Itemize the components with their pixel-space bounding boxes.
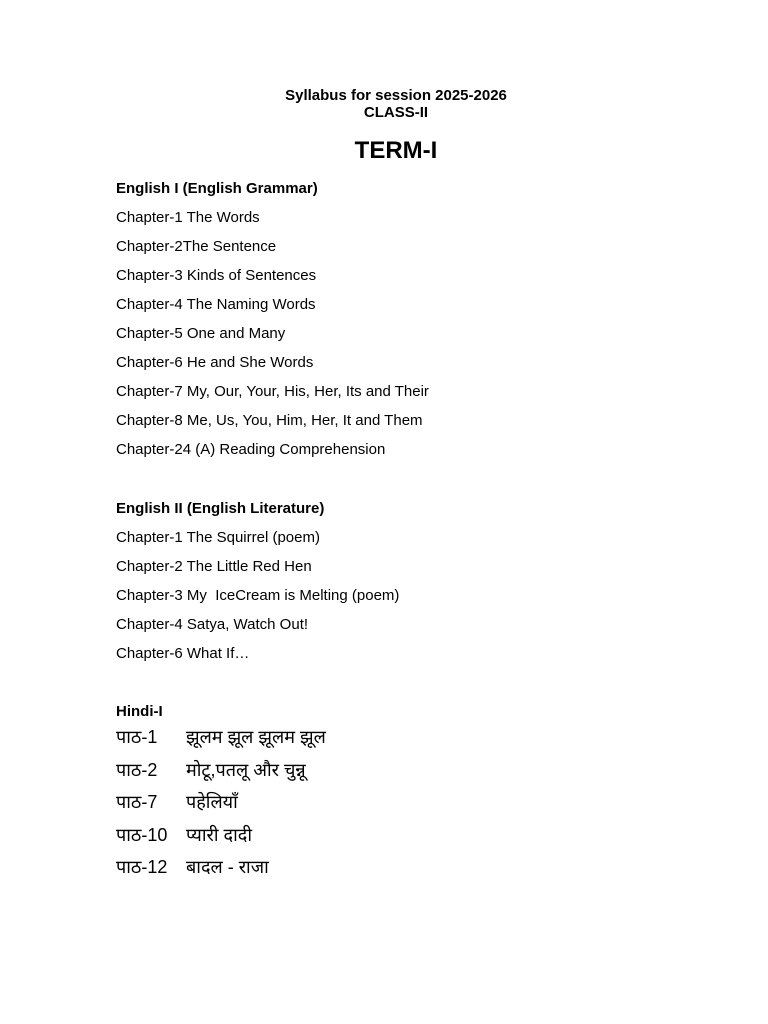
chapter-item: Chapter-7 My, Our, Your, His, Her, Its and Their — [116, 383, 429, 400]
chapter-item: Chapter-1 The Squirrel (poem) — [116, 529, 320, 546]
chapter-item: Chapter-3 Kinds of Sentences — [116, 267, 317, 284]
section-heading-hindi: Hindi-I — [116, 703, 163, 720]
chapter-item: Chapter-4 The Naming Words — [116, 296, 316, 313]
hindi-chapter-row — [116, 757, 736, 790]
hindi-chapter-title: मोटू,पतलू और चुन्नू — [186, 759, 306, 780]
hindi-chapter-title: पहेलियाँ — [186, 792, 238, 812]
chapter-item: Chapter-2The Sentence — [116, 238, 277, 255]
class-title: CLASS-II — [363, 104, 429, 121]
hindi-chapter-title: झूलम झूल झूलम झूल — [186, 727, 326, 747]
hindi-chapter-row — [116, 854, 736, 887]
chapter-item: Chapter-6 What If… — [116, 645, 250, 662]
term-title: TERM-I — [354, 137, 438, 164]
chapter-item: Chapter-3 My IceCream is Melting (poem) — [116, 587, 400, 604]
hindi-chapter-number: पाठ-10 — [116, 824, 168, 845]
hindi-chapter-number: पाठ-12 — [116, 857, 168, 877]
hindi-section — [116, 702, 736, 887]
hindi-chapter-number: पाठ-7 — [116, 792, 158, 812]
hindi-chapter-title: बादल - राजा — [186, 857, 269, 877]
english-literature-section — [116, 499, 736, 673]
hindi-chapter-row — [116, 789, 736, 822]
chapter-item: Chapter-4 Satya, Watch Out! — [116, 616, 309, 633]
hindi-chapter-row — [116, 724, 736, 757]
chapter-item: Chapter-5 One and Many — [116, 325, 286, 342]
english-grammar-section — [116, 179, 736, 469]
session-title: Syllabus for session 2025-2026 — [285, 87, 507, 104]
hindi-chapter-number: पाठ-1 — [116, 727, 158, 747]
chapter-item: Chapter-8 Me, Us, You, Him, Her, It and Them — [116, 412, 423, 429]
section-heading-english-grammar: English I (English Grammar) — [116, 180, 318, 197]
chapter-item: Chapter-6 He and She Words — [116, 354, 314, 371]
chapter-item: Chapter-1 The Words — [116, 209, 260, 226]
hindi-chapter-title: प्यारी दादी — [186, 824, 252, 845]
section-heading-english-literature: English II (English Literature) — [116, 500, 325, 517]
hindi-chapter-number: पाठ-2 — [116, 759, 158, 780]
chapter-item: Chapter-24 (A) Reading Comprehension — [116, 441, 386, 458]
chapter-item: Chapter-2 The Little Red Hen — [116, 558, 312, 575]
hindi-chapter-row — [116, 822, 736, 855]
